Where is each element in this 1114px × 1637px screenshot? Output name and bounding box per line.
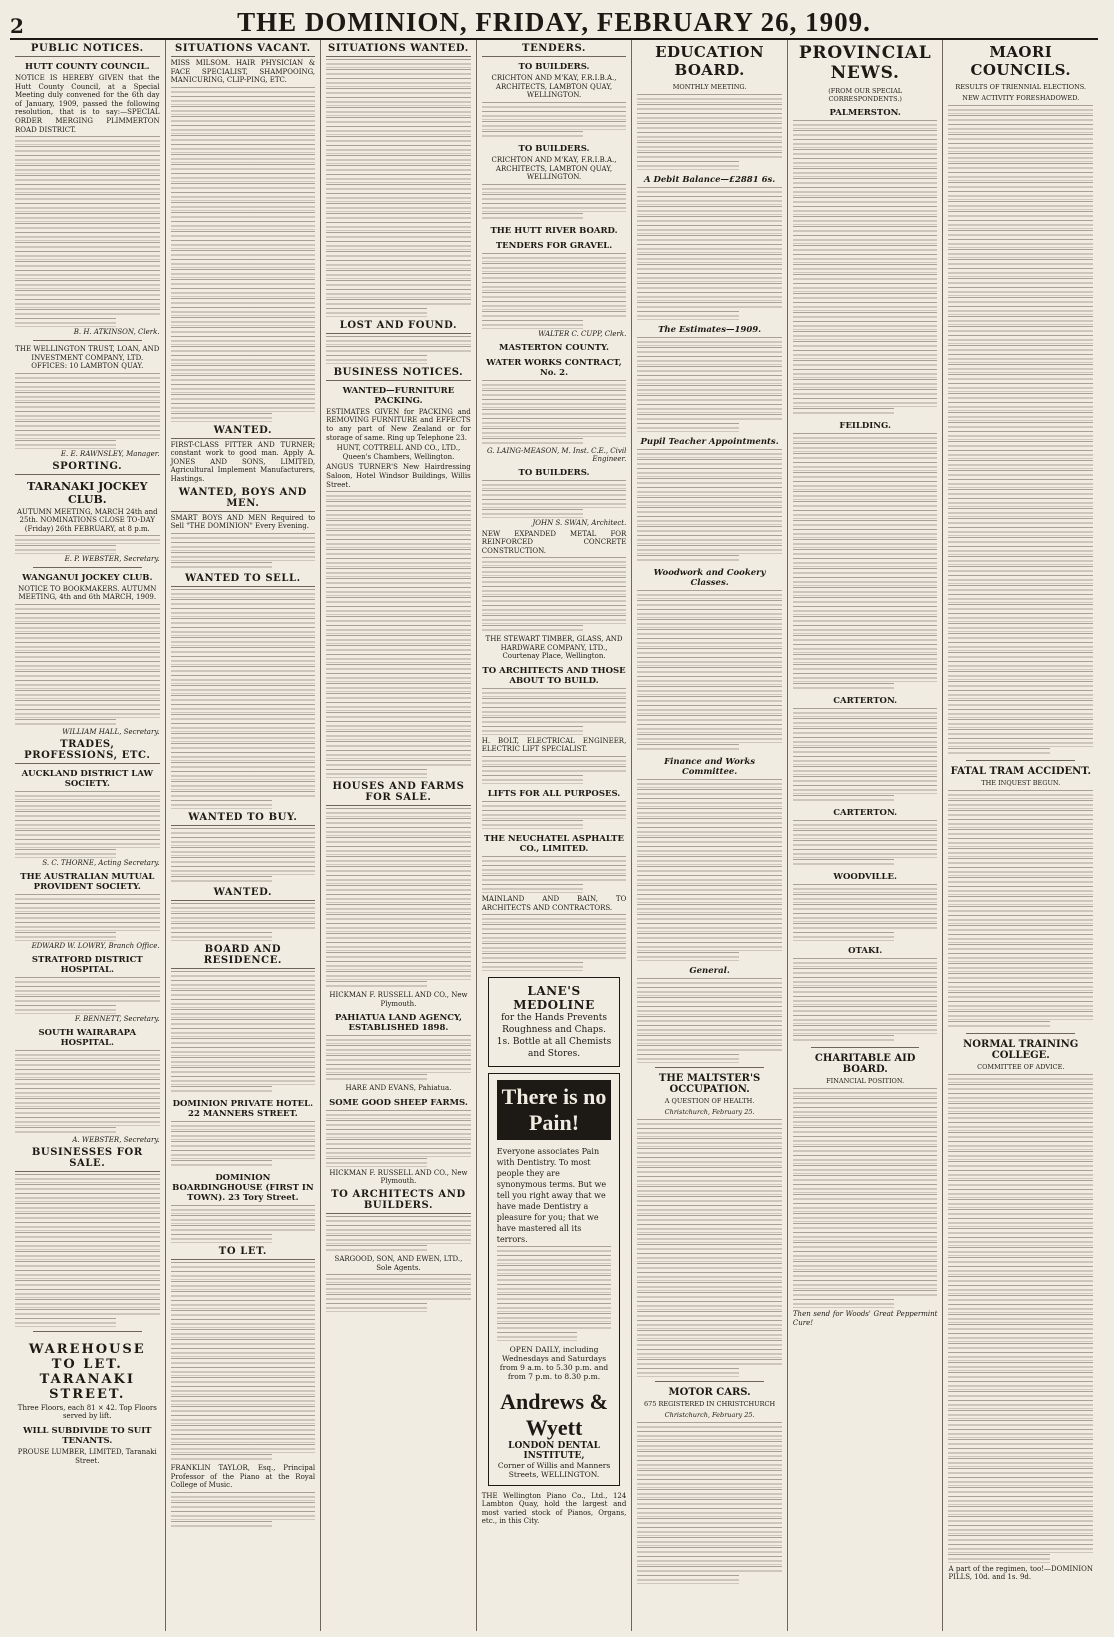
column-situations-vacant xyxy=(165,40,321,1631)
ad-text: SMART BOYS AND MEN Required to Sell "THE DOMINION" Every Evening. xyxy=(170,513,316,531)
article-dateline: Christchurch, February 25. xyxy=(664,1107,755,1116)
section-heading: TRADES, PROFESSIONS, ETC. xyxy=(15,739,160,764)
notice-heading: SOUTH WAIRARAPA HOSPITAL. xyxy=(38,1027,137,1048)
notice-heading: TO ARCHITECTS AND THOSE ABOUT TO BUILD. xyxy=(482,665,626,686)
article-heading: THE MALTSTER'S OCCUPATION. xyxy=(658,1072,761,1095)
section-heading: WANTED. xyxy=(171,425,316,439)
notice-signature: E. E. RAWNSLEY, Manager. xyxy=(60,449,160,458)
page-number: 2 xyxy=(10,14,24,38)
notice-heading: WANGANUI JOCKEY CLUB. xyxy=(22,572,153,583)
article-subheading: FEILDING. xyxy=(839,421,891,432)
notice-signature: WALTER C. CUPP, Clerk. xyxy=(538,330,627,339)
article-subheading: COMMITTEE OF ADVICE. xyxy=(977,1063,1065,1072)
notice-heading: DOMINION BOARDINGHOUSE (FIRST IN TOWN). 23 Tory Street. xyxy=(172,1173,314,1204)
page-title: THE DOMINION, FRIDAY, FEBRUARY 26, 1909. xyxy=(237,7,871,37)
ad-text: MAINLAND AND BAIN, TO ARCHITECTS AND CONTRACTORS. xyxy=(481,895,627,912)
article-subheading: PALMERSTON. xyxy=(829,108,901,118)
notice-heading: AUCKLAND DISTRICT LAW SOCIETY. xyxy=(21,769,153,790)
columns xyxy=(10,40,1098,1631)
ad-text: HICKMAN F. RUSSELL AND CO., New Plymouth. xyxy=(329,991,468,1008)
article-subheading: OTAKI. xyxy=(848,945,883,956)
section-heading: BOARD AND RESIDENCE. xyxy=(171,944,316,969)
notice-text: NOTICE IS HEREBY GIVEN that the Hutt County Council, at a Special Meeting duly convened for the 6th day of January, 1909, passed the following resolution, that is to say:—SPECIAL ORDER MERGING PLIMMERTON ROAD DISTRICT. xyxy=(15,74,160,134)
article-subheading: A Debit Balance—£2881 6s. xyxy=(643,174,776,185)
ad-text: HUNT, COTTRELL AND CO., LTD., Queen's Chambers, Wellington. xyxy=(336,444,461,461)
column-provincial-news xyxy=(787,40,943,1631)
section-heading: WANTED, BOYS AND MEN. xyxy=(171,487,316,512)
notice-text: Three Floors, each 81 × 42. Top Floors served by lift. xyxy=(17,1403,157,1421)
article-subheading: General. xyxy=(689,965,730,976)
article-subheading: A QUESTION OF HEALTH. xyxy=(664,1096,755,1105)
article-subheading: MONTHLY MEETING. xyxy=(672,83,747,91)
notice-signature: F. BENNETT, Secretary. xyxy=(74,1014,160,1023)
ad-text: FRANKLIN TAYLOR, Esq., Principal Professor of the Piano at the Royal College of Music. xyxy=(170,1464,316,1490)
notice-heading: WILL SUBDIVIDE TO SUIT TENANTS. xyxy=(23,1425,152,1446)
masthead xyxy=(10,8,1098,40)
advert-text: Everyone associates Pain with Dentistry. To most people they are synonymous terms. But we tell you right away that we have made Dentistry a pleasure for you; that we have mastered all its terrors. xyxy=(496,1146,607,1244)
article-heading: PROVINCIAL NEWS. xyxy=(798,43,932,83)
section-heading: LOST AND FOUND. xyxy=(326,320,471,334)
section-heading: WANTED TO SELL. xyxy=(171,573,316,587)
notice-heading: TO BUILDERS. xyxy=(518,144,590,155)
section-heading: BUSINESSES FOR SALE. xyxy=(15,1147,160,1172)
article-subheading: RESULTS OF TRIENNIAL ELECTIONS. xyxy=(955,83,1087,91)
advert-title: LANE'S MEDOLINE xyxy=(513,983,595,1012)
column-education-board xyxy=(631,40,787,1631)
article-subheading: Woodwork and Cookery Classes. xyxy=(653,568,766,589)
ad-text: FIRST-CLASS FITTER AND TURNER; constant work to good man. Apply A. JONES AND SONS, LIMITED, Agricultural Implement Manufacturers, Hastings. xyxy=(170,440,316,483)
notice-heading: TENDERS FOR GRAVEL. xyxy=(495,241,613,252)
article-heading: CHARITABLE AID BOARD. xyxy=(814,1053,916,1076)
notice-heading: LIFTS FOR ALL PURPOSES. xyxy=(487,788,621,799)
advert-text: for the Hands Prevents Roughness and Chaps. 1s. Bottle at all Chemists and Stores. xyxy=(496,1012,612,1059)
article-subheading: 675 REGISTERED IN CHRISTCHURCH xyxy=(644,1399,776,1408)
notice-signature: E. P. WEBSTER, Secretary. xyxy=(64,554,160,563)
article-subheading: FINANCIAL POSITION. xyxy=(826,1077,905,1086)
article-subheading: THE INQUEST BEGUN. xyxy=(981,779,1061,788)
column-tenders xyxy=(476,40,632,1631)
section-heading: WANTED TO BUY. xyxy=(171,812,316,826)
section-heading: TENDERS. xyxy=(482,43,627,57)
notice-heading: HUTT COUNTY COUNCIL. xyxy=(25,62,150,72)
article-dateline: Christchurch, February 25. xyxy=(664,1410,755,1419)
column-situations-wanted xyxy=(320,40,476,1631)
notice-heading: WANTED—FURNITURE PACKING. xyxy=(342,385,455,406)
section-heading: SPORTING. xyxy=(15,461,160,475)
notice-signature: EDWARD W. LOWRY, Branch Office. xyxy=(31,941,160,950)
ad-text: ESTIMATES GIVEN for PACKING and REMOVING FURNITURE and EFFECTS to any part of New Zealand or for storage of same. Ring up Telephone 23. xyxy=(326,407,471,442)
notice-heading: SOME GOOD SHEEP FARMS. xyxy=(329,1098,468,1108)
advert-brand-sub: LONDON DENTAL INSTITUTE, xyxy=(508,1440,600,1461)
section-heading: PUBLIC NOTICES. xyxy=(15,43,160,57)
section-heading: BUSINESS NOTICES. xyxy=(326,367,471,381)
article-heading: MOTOR CARS. xyxy=(668,1386,751,1398)
advert-address: Corner of Willis and Manners Streets, WELLINGTON. xyxy=(497,1460,611,1479)
ad-text: MISS MILSOM. HAIR PHYSICIAN & FACE SPECIALIST, SHAMPOOING, MANICURING, CLIP-PING, ETC. xyxy=(170,59,316,85)
notice-signature: WILLIAM HALL, Secretary. xyxy=(62,728,160,737)
column-public-notices xyxy=(10,40,165,1631)
section-heading: WANTED. xyxy=(171,887,316,901)
ad-text: H. BOLT, ELECTRICAL ENGINEER, ELECTRIC LIFT SPECIALIST. xyxy=(481,736,627,754)
article-subheading: Pupil Teacher Appointments. xyxy=(640,437,779,447)
notice-heading: STRATFORD DISTRICT HOSPITAL. xyxy=(31,954,143,975)
ad-text: THE Wellington Piano Co., Ltd., 124 Lambton Quay, hold the largest and most varied stock of Pianos, Organs, etc., in this City. xyxy=(481,1491,627,1526)
notice-signature: JOHN S. SWAN, Architect. xyxy=(532,518,627,527)
article-subheading: CARTERTON. xyxy=(833,696,898,707)
article-heading: NORMAL TRAINING COLLEGE. xyxy=(963,1039,1079,1062)
dentist-advert xyxy=(488,1073,621,1486)
ad-text: CRICHTON AND M'KAY, F.R.I.B.A., ARCHITECTS, LAMBTON QUAY, WELLINGTON. xyxy=(491,74,617,100)
notice-heading: PAHIATUA LAND AGENCY, ESTABLISHED 1898. xyxy=(334,1013,462,1034)
notice-heading: TO BUILDERS. xyxy=(518,468,590,479)
article-subheading: CARTERTON. xyxy=(833,808,898,819)
notice-heading: MASTERTON COUNTY. xyxy=(499,343,609,354)
section-heading: SITUATIONS VACANT. xyxy=(171,43,316,57)
notice-text: AUTUMN MEETING, MARCH 24th and 25th. NOMINATIONS CLOSE TO-DAY (Friday) 26th FEBRUARY, at 8 p.m. xyxy=(17,507,158,533)
notice-signature: B. H. ATKINSON, Clerk. xyxy=(73,328,160,337)
ad-text: HARE AND EVANS, Pahiatua. xyxy=(345,1084,452,1093)
ad-text: CRICHTON AND M'KAY, F.R.I.B.A., ARCHITECTS, LAMBTON QUAY, WELLINGTON. xyxy=(491,156,617,182)
notice-signature: A. WEBSTER, Secretary. xyxy=(72,1136,160,1145)
ad-text: Then send for Woods' Great Peppermint Cure! xyxy=(792,1309,938,1327)
notice-heading: TARANAKI JOCKEY CLUB. xyxy=(27,479,148,506)
article-heading: EDUCATION BOARD. xyxy=(655,43,765,79)
ad-text: THE STEWART TIMBER, GLASS, AND HARDWARE COMPANY, LTD., Courtenay Place, Wellington. xyxy=(485,635,623,661)
ad-text: A part of the regimen, too!—DOMINION PILLS, 10d. and 1s. 9d. xyxy=(948,1564,1094,1582)
notice-heading: THE WELLINGTON TRUST, LOAN, AND INVESTMENT COMPANY, LTD. OFFICES: 10 LAMBTON QUAY. xyxy=(15,345,160,371)
ad-text: SARGOOD, SON, AND EWEN, LTD., Sole Agents. xyxy=(334,1255,463,1272)
column-maori-councils xyxy=(942,40,1098,1631)
article-heading: FATAL TRAM ACCIDENT. xyxy=(950,766,1091,778)
notice-signature: G. LAING-MEASON, M. Inst. C.E., Civil Engineer. xyxy=(486,447,627,464)
advert-title: There is no Pain! xyxy=(497,1080,612,1140)
notice-heading: TO BUILDERS. xyxy=(518,62,590,72)
article-heading: MAORI COUNCILS. xyxy=(970,43,1071,79)
notice-text: PROUSE LUMBER, LIMITED, Taranaki Street. xyxy=(17,1447,157,1465)
article-subheading: Finance and Works Committee. xyxy=(664,757,756,778)
notice-heading: DOMINION PRIVATE HOTEL. 22 MANNERS STREET. xyxy=(172,1099,314,1120)
notice-heading: THE HUTT RIVER BOARD. xyxy=(490,226,618,237)
section-heading: SITUATIONS WANTED. xyxy=(326,43,471,57)
article-subheading: WOODVILLE. xyxy=(833,872,897,883)
ad-text: HICKMAN F. RUSSELL AND CO., New Plymouth. xyxy=(329,1168,468,1186)
notice-heading: WAREHOUSE TO LET. TARANAKI STREET. xyxy=(28,1341,146,1402)
advert-hours: OPEN DAILY, including Wednesdays and Saturdays from 9 a.m. to 5.30 p.m. and from 7 p.m. to 8.30 p.m. xyxy=(499,1344,609,1381)
medoline-advert xyxy=(488,977,621,1067)
section-heading: TO LET. xyxy=(171,1246,316,1260)
article-subheading: (FROM OUR SPECIAL CORRESPONDENTS.) xyxy=(828,87,903,103)
notice-text: NOTICE TO BOOKMAKERS. AUTUMN MEETING, 4th and 6th MARCH, 1909. xyxy=(18,584,157,602)
advert-brand: Andrews & Wyett xyxy=(500,1388,608,1440)
section-heading: TO ARCHITECTS AND BUILDERS. xyxy=(326,1189,471,1214)
section-heading: HOUSES AND FARMS FOR SALE. xyxy=(326,781,471,806)
notice-heading: WATER WORKS CONTRACT, No. 2. xyxy=(486,358,622,379)
article-subheading: NEW ACTIVITY FORESHADOWED. xyxy=(962,94,1080,102)
ad-text: ANGUS TURNER'S New Hairdressing Saloon, Hotel Windsor Buildings, Willis Street. xyxy=(326,463,471,489)
notice-heading: THE NEUCHATEL ASPHALTE CO., LIMITED. xyxy=(484,833,624,854)
notice-signature: S. C. THORNE, Acting Secretary. xyxy=(42,858,160,867)
ad-text: NEW EXPANDED METAL FOR REINFORCED CONCRETE CONSTRUCTION. xyxy=(481,529,627,555)
article-subheading: The Estimates—1909. xyxy=(658,325,762,336)
notice-heading: THE AUSTRALIAN MUTUAL PROVIDENT SOCIETY. xyxy=(20,871,155,892)
